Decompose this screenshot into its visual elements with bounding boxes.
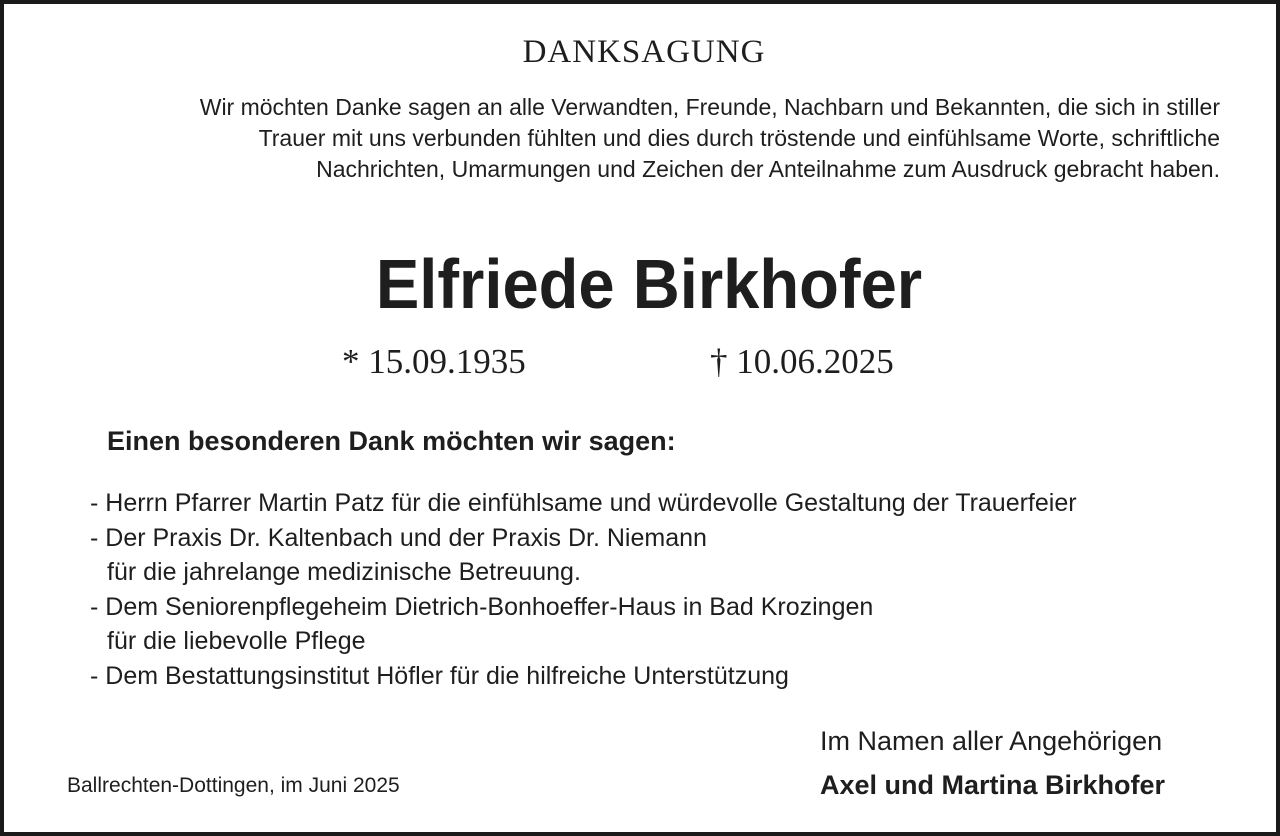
birth-date: * 15.09.1935	[342, 342, 526, 381]
intro-line: Nachrichten, Umarmungen und Zeichen der Anteilnahme zum Ausdruck gebracht haben.	[316, 156, 1220, 182]
thanks-list	[90, 486, 1077, 693]
notice-heading: DANKSAGUNG	[522, 34, 766, 70]
thanks-heading: Einen besonderen Dank möchten wir sagen:	[107, 426, 676, 456]
thanks-item-continuation: für die liebevolle Pflege	[107, 627, 366, 655]
death-date: † 10.06.2025	[710, 342, 894, 381]
thanks-item: - Dem Seniorenpflegeheim Dietrich-Bonhoeffer-Haus in Bad Krozingen	[90, 592, 874, 621]
thanks-item: - Der Praxis Dr. Kaltenbach und der Praxis Dr. Niemann	[90, 523, 707, 552]
thanks-item: - Herrn Pfarrer Martin Patz für die einfühlsame und würdevolle Gestaltung der Trauerfeier	[90, 489, 1077, 517]
intro-line: Trauer mit uns verbunden fühlten und dies durch tröstende und einfühlsame Worte, schriftliche	[258, 125, 1220, 151]
place-date: Ballrechten-Dottingen, im Juni 2025	[67, 774, 400, 797]
thanks-item-continuation: für die jahrelange medizinische Betreuung.	[107, 558, 581, 586]
intro-line: Wir möchten Danke sagen an alle Verwandten, Freunde, Nachbarn und Bekannten, die sich in stiller	[199, 94, 1220, 120]
thanks-item: - Dem Bestattungsinstitut Höfler für die hilfreiche Unterstützung	[90, 661, 789, 690]
on-behalf-line: Im Namen aller Angehörigen	[820, 726, 1163, 756]
intro-paragraph	[70, 92, 1220, 185]
signatories: Axel und Martina Birkhofer	[820, 770, 1166, 800]
deceased-name: Elfriede Birkhofer	[375, 245, 923, 323]
